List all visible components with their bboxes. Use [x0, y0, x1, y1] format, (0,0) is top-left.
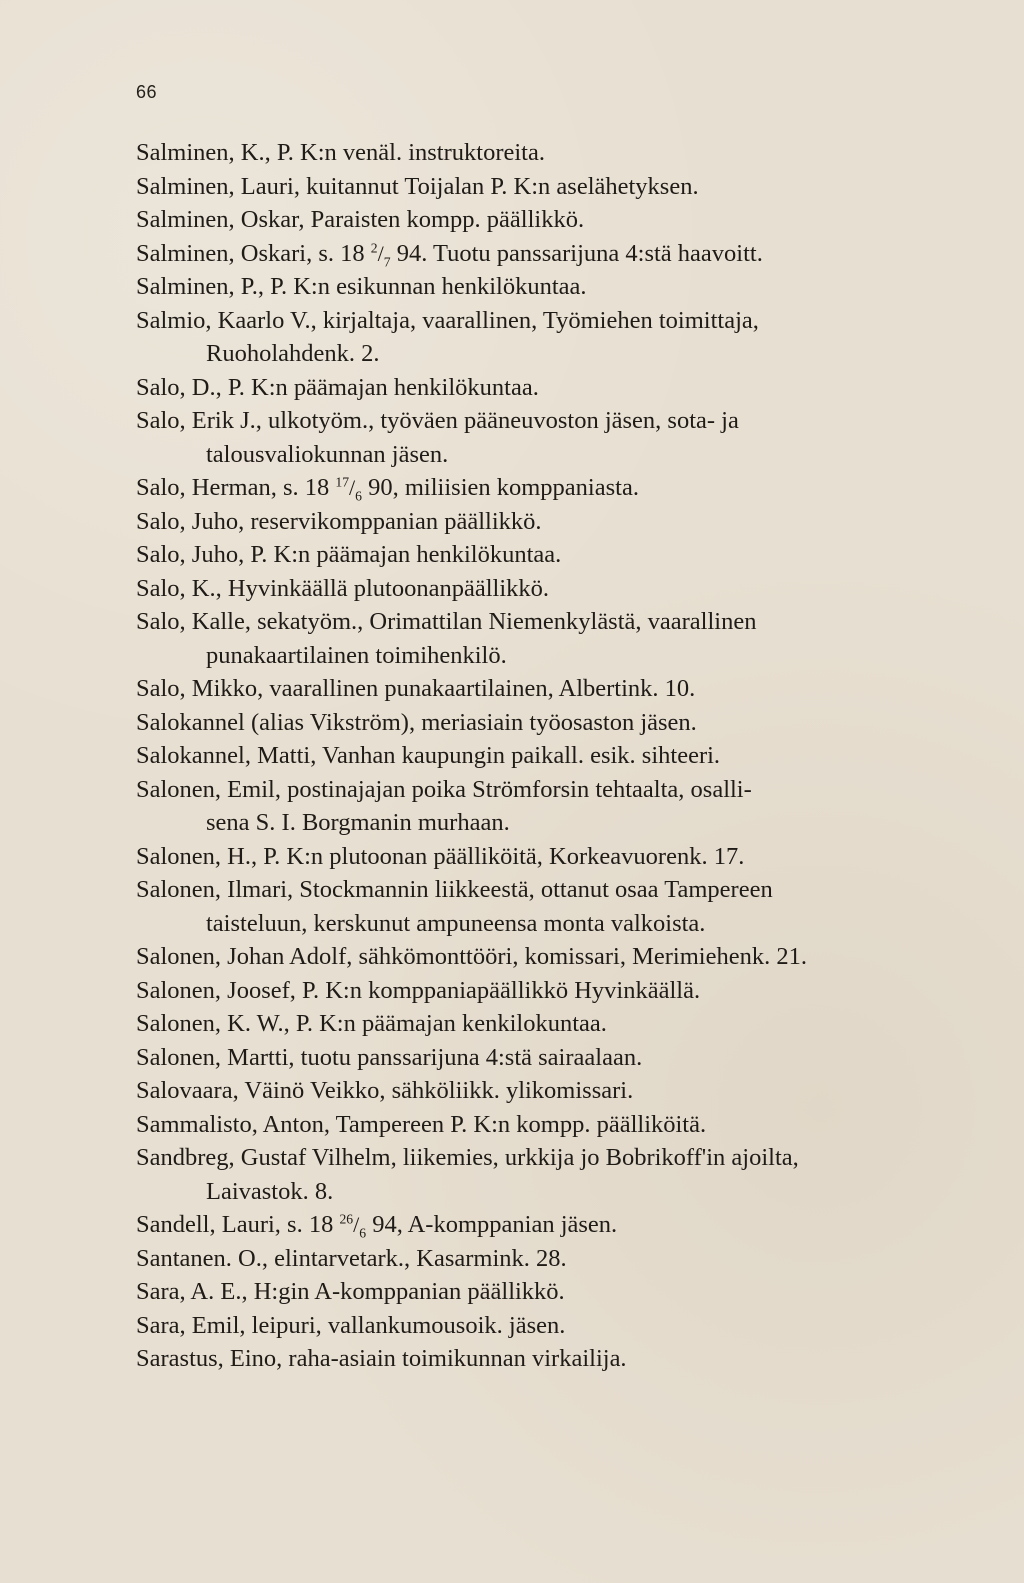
entry-text: Salo, Erik J., ulkotyöm., työväen pääneuvoston jäsen, sota- ja: [136, 407, 739, 434]
list-item: [136, 237, 916, 271]
entry-continuation: punakaartilainen toimihenkilö.: [206, 641, 507, 669]
entry-text: Sarastus, Eino, raha-asiain toimikunnan virkailija.: [136, 1345, 627, 1372]
entry-text: Salo, Kalle, sekatyöm., Orimattilan Niemenkylästä, vaarallinen: [136, 608, 757, 635]
list-item: [136, 605, 916, 672]
fraction-slash: /: [349, 475, 356, 500]
list-item: [136, 203, 916, 237]
entry-text: Sara, Emil, leipuri, vallankumousoik. jäsen.: [136, 1311, 566, 1339]
entry-text: Salonen, Joosef, P. K:n komppaniapäällikkö Hyvinkäällä.: [136, 976, 701, 1004]
fraction-slash: /: [377, 240, 384, 266]
entry-text: Sara, A. E., H:gin A-komppanian päällikkö.: [136, 1278, 565, 1305]
entry-text: Santanen. O., elintarvetark., Kasarmink. 28.: [136, 1244, 567, 1272]
list-item: [136, 404, 916, 471]
entry-continuation: talousvaliokunnan jäsen.: [206, 440, 449, 468]
entry-text: 94, A-komppanian jäsen.: [366, 1211, 618, 1238]
entry-text: Salminen, K., P. K:n venäl. instruktoreita.: [136, 139, 545, 166]
date-fraction: [370, 240, 391, 269]
list-item: [136, 1242, 916, 1276]
list-item: [136, 1141, 916, 1208]
list-item: [136, 672, 916, 706]
list-item: [136, 371, 916, 405]
entry-continuation: Laivastok. 8.: [206, 1177, 334, 1205]
entry-text: Salminen, Oskari, s. 18: [136, 239, 371, 267]
list-item: [136, 1074, 916, 1108]
list-item: [136, 1275, 916, 1309]
fraction-denominator: 7: [383, 253, 391, 269]
fraction-numerator: 26: [339, 1211, 354, 1227]
list-item: [136, 572, 916, 606]
entry-text: Salmio, Kaarlo V., kirjaltaja, vaarallinen, Työmiehen toimittaja,: [136, 306, 759, 334]
list-item: [136, 1007, 916, 1041]
list-item: [136, 304, 916, 371]
entry-text: Salo, D., P. K:n päämajan henkilökuntaa.: [136, 373, 539, 401]
entry-text: Salonen, Ilmari, Stockmannin liikkeestä, ottanut osaa Tampereen: [136, 876, 773, 903]
list-item: [136, 840, 916, 874]
list-item: [136, 1342, 916, 1376]
list-item: [136, 739, 916, 773]
list-item: [136, 773, 916, 840]
fraction-denominator: 6: [359, 1225, 367, 1241]
list-item: [136, 270, 916, 304]
entry-text: 94. Tuotu panssarijuna 4:stä haavoitt.: [390, 239, 763, 267]
list-item: [136, 170, 916, 204]
entry-text: Salokannel (alias Vikström), meriasiain työosaston jäsen.: [136, 708, 697, 736]
entry-list: [136, 136, 916, 1376]
entry-continuation: Ruoholahdenk. 2.: [206, 340, 380, 367]
entry-text: Salokannel, Matti, Vanhan kaupungin paikall. esik. sihteeri.: [136, 742, 721, 769]
entry-text: Salminen, P., P. K:n esikunnan henkilökuntaa.: [136, 273, 587, 300]
list-item: [136, 136, 916, 170]
list-item: [136, 1041, 916, 1075]
entry-continuation: sena S. I. Borgmanin murhaan.: [206, 809, 510, 836]
entry-text: Sammalisto, Anton, Tampereen P. K:n kompp. päälliköitä.: [136, 1110, 707, 1138]
list-item: [136, 706, 916, 740]
entry-text: Sandell, Lauri, s. 18: [136, 1211, 340, 1238]
fraction-numerator: 17: [335, 474, 350, 490]
entry-text: Salonen, Emil, postinajajan poika Strömforsin tehtaalta, osalli-: [136, 775, 752, 803]
entry-text: Salo, Herman, s. 18: [136, 474, 336, 501]
page-number: 66: [136, 82, 158, 102]
list-item: [136, 1309, 916, 1343]
entry-text: Salonen, K. W., P. K:n päämajan kenkilokuntaa.: [136, 1010, 607, 1037]
entry-text: 90, miliisien komppaniasta.: [362, 474, 639, 501]
entry-text: Salonen, Martti, tuotu panssarijuna 4:stä sairaalaan.: [136, 1043, 643, 1071]
entry-text: Salminen, Oskar, Paraisten kompp. päällikkö.: [136, 206, 585, 233]
entry-text: Sandbreg, Gustaf Vilhelm, liikemies, urkkija jo Bobrikoff'in ajoilta,: [136, 1144, 799, 1171]
entry-text: Salo, K., Hyvinkäällä plutoonanpäällikkö.: [136, 574, 550, 602]
entry-text: Salo, Mikko, vaarallinen punakaartilainen, Albertink. 10.: [136, 675, 696, 702]
list-item: [136, 505, 916, 539]
list-item: [136, 471, 916, 505]
entry-continuation: taisteluun, kerskunut ampuneensa monta valkoista.: [206, 909, 706, 937]
list-item: [136, 873, 916, 940]
list-item: [136, 1108, 916, 1142]
entry-text: Salovaara, Väinö Veikko, sähköliikk. ylikomissari.: [136, 1077, 634, 1104]
entry-text: Salo, Juho, P. K:n päämajan henkilökuntaa.: [136, 541, 562, 568]
fraction-numerator: 2: [370, 240, 378, 256]
list-item: [136, 940, 916, 974]
date-fraction: [335, 474, 362, 504]
entry-text: Salo, Juho, reservikomppanian päällikkö.: [136, 507, 542, 535]
date-fraction: [339, 1211, 367, 1241]
fraction-slash: /: [353, 1212, 360, 1237]
fraction-denominator: 6: [355, 488, 362, 504]
list-item: [136, 974, 916, 1008]
list-item: [136, 1208, 916, 1242]
list-item: [136, 538, 916, 572]
entry-text: Salonen, Johan Adolf, sähkömonttööri, komissari, Merimiehenk. 21.: [136, 943, 807, 970]
entry-text: Salminen, Lauri, kuitannut Toijalan P. K:n aselähetyksen.: [136, 172, 699, 200]
entry-text: Salonen, H., P. K:n plutoonan päälliköitä, Korkeavuorenk. 17.: [136, 842, 745, 870]
